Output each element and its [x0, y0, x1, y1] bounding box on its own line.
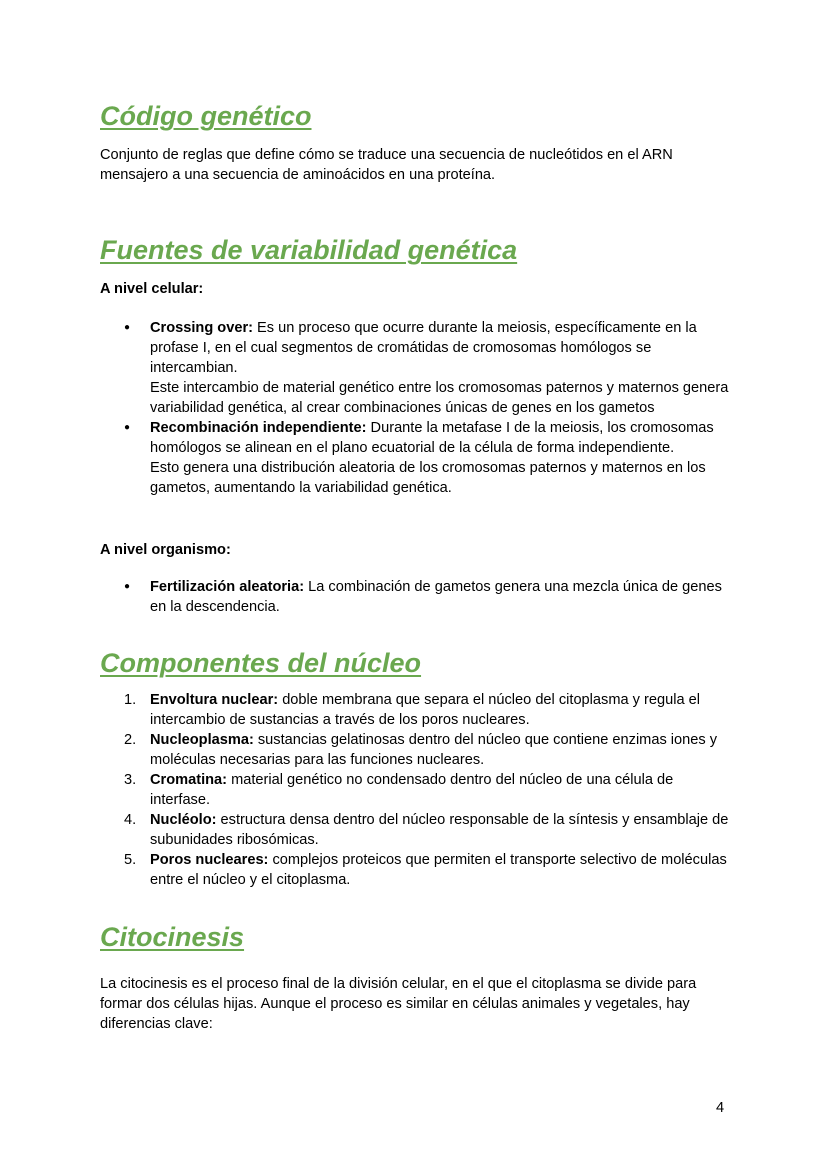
paragraph-codigo-genetico: Conjunto de reglas que define cómo se traduce una secuencia de nucleótidos en el ARN mensajero a una secuencia de aminoácidos en una proteína.	[100, 147, 673, 183]
page-number: 4	[716, 1100, 725, 1116]
list-item	[100, 770, 730, 810]
paragraph-citocinesis: La citocinesis es el proceso final de la división celular, en el que el citoplasma se divide para formar dos células hijas. Aunque el proceso es similar en células animales y vegetales, hay diferencias clave:	[100, 976, 697, 1032]
list-item	[100, 730, 730, 770]
term-cromatina: Cromatina:	[150, 772, 228, 788]
list-number: 2.	[124, 732, 137, 748]
heading-componentes-nucleo: Componentes del núcleo	[100, 648, 422, 678]
term-poros-nucleares: Poros nucleares:	[150, 852, 269, 868]
text-nucleoplasma: sustancias gelatinosas dentro del núcleo que contiene enzimas iones y moléculas necesarias para las funciones nucleares.	[150, 732, 718, 768]
subheading-nivel-organismo: A nivel organismo:	[100, 542, 231, 558]
text-recombinacion: Durante la metafase I de la meiosis, los cromosomas homólogos se alinean en el plano ecuatorial de la célula de forma independiente.	[150, 420, 714, 456]
text-crossing-over: Es un proceso que ocurre durante la meiosis, específicamente en la profase I, en el cual segmentos de cromátidas de cromosomas homólogos se intercambian.	[150, 320, 697, 376]
term-recombinacion: Recombinación independiente:	[150, 420, 367, 436]
list-nivel-celular	[100, 318, 730, 498]
list-item	[100, 577, 730, 617]
list-number: 3.	[124, 772, 137, 788]
subheading-nivel-celular: A nivel celular:	[100, 281, 204, 297]
list-item	[100, 318, 730, 418]
heading-codigo-genetico: Código genético	[100, 101, 312, 131]
text-envoltura-nuclear: doble membrana que separa el núcleo del citoplasma y regula el intercambio de sustancias a través de los poros nucleares.	[150, 692, 700, 728]
list-nivel-organismo	[100, 577, 730, 617]
list-item	[100, 850, 730, 890]
list-number: 1.	[124, 692, 137, 708]
list-number: 4.	[124, 812, 137, 828]
term-fertilizacion: Fertilización aleatoria:	[150, 579, 305, 595]
heading-fuentes-variabilidad: Fuentes de variabilidad genética	[100, 235, 518, 265]
heading-citocinesis: Citocinesis	[100, 922, 245, 952]
text-cromatina: material genético no condensado dentro del núcleo de una célula de interfase.	[150, 772, 674, 808]
term-crossing-over: Crossing over:	[150, 320, 253, 336]
list-item	[100, 690, 730, 730]
list-item	[100, 418, 730, 498]
list-number: 5.	[124, 852, 137, 868]
text-crossing-over-extra: Este intercambio de material genético entre los cromosomas paternos y maternos genera variabilidad genética, al crear combinaciones únicas de genes en los gametos	[150, 380, 729, 416]
term-envoltura-nuclear: Envoltura nuclear:	[150, 692, 279, 708]
text-poros-nucleares: complejos proteicos que permiten el transporte selectivo de moléculas entre el núcleo y el citoplasma.	[150, 852, 727, 888]
list-componentes-nucleo	[100, 690, 730, 890]
text-fertilizacion: La combinación de gametos genera una mezcla única de genes en la descendencia.	[150, 579, 722, 615]
text-recombinacion-extra: Esto genera una distribución aleatoria de los cromosomas paternos y maternos en los gametos, aumentando la variabilidad genética.	[150, 460, 706, 496]
list-item	[100, 810, 730, 850]
text-nucleolo: estructura densa dentro del núcleo responsable de la síntesis y ensamblaje de subunidades ribosómicas.	[150, 812, 729, 848]
term-nucleolo: Nucléolo:	[150, 812, 217, 828]
term-nucleoplasma: Nucleoplasma:	[150, 732, 254, 748]
